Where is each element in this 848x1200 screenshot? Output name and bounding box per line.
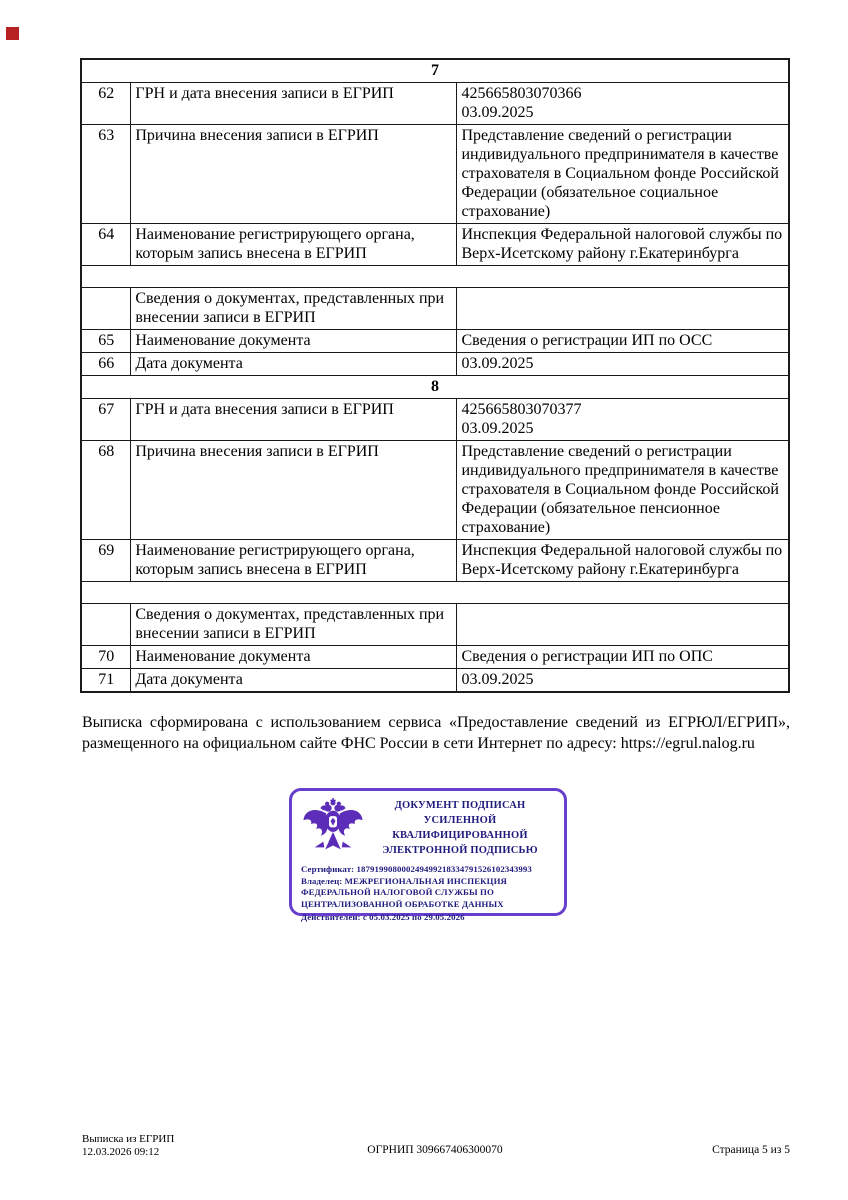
table-row <box>81 330 789 353</box>
digital-signature-stamp <box>289 788 567 922</box>
table-row <box>81 441 789 540</box>
table-row <box>81 83 789 125</box>
row-label: Наименование документа <box>131 330 457 353</box>
row-value: Инспекция Федеральной налоговой службы по Верх-Исетскому району г.Екатеринбурга <box>457 224 789 266</box>
row-number: 69 <box>81 540 131 582</box>
table-row <box>81 125 789 224</box>
documents-header-row <box>81 604 789 646</box>
section-number-row <box>81 59 789 83</box>
egrip-records-table <box>80 58 790 693</box>
table-row <box>81 646 789 669</box>
documents-header-label: Сведения о документах, представленных при внесении записи в ЕГРИП <box>131 288 457 330</box>
table-row <box>81 353 789 376</box>
row-number: 65 <box>81 330 131 353</box>
spacer-row-cell <box>81 266 789 288</box>
stamp-header <box>301 797 555 859</box>
footer-ogrnip: ОГРНИП 309667406300070 <box>367 1144 503 1156</box>
footer-doc-type: Выписка из ЕГРИП <box>82 1133 175 1145</box>
row-label: ГРН и дата внесения записи в ЕГРИП <box>131 83 457 125</box>
owner-label: Владелец: <box>301 875 343 886</box>
row-number: 70 <box>81 646 131 669</box>
row-value: Представление сведений о регистрации индивидуального предпринимателя в качестве страхователя в Социальном фонде Российской Федерации (обязательное социальное страхование) <box>457 125 789 224</box>
footer-page-info: Страница 5 из 5 <box>712 1144 790 1156</box>
row-value: Сведения о регистрации ИП по ОПС <box>457 646 789 669</box>
coat-of-arms-icon <box>301 797 365 859</box>
row-value: 425665803070377 03.09.2025 <box>457 399 789 441</box>
stamp-title-line3: ЭЛЕКТРОННОЙ ПОДПИСЬЮ <box>382 845 538 856</box>
row-number <box>81 604 131 646</box>
row-number: 71 <box>81 669 131 693</box>
documents-header-row <box>81 288 789 330</box>
row-label: Наименование документа <box>131 646 457 669</box>
section-number-row-cell: 7 <box>81 59 789 83</box>
spacer-row <box>81 582 789 604</box>
table-row <box>81 540 789 582</box>
row-value: 03.09.2025 <box>457 669 789 693</box>
spacer-row-cell <box>81 582 789 604</box>
row-label: Причина внесения записи в ЕГРИП <box>131 441 457 540</box>
row-label: ГРН и дата внесения записи в ЕГРИП <box>131 399 457 441</box>
row-value: Сведения о регистрации ИП по ОСС <box>457 330 789 353</box>
certificate-line <box>301 864 555 876</box>
row-label: Дата документа <box>131 353 457 376</box>
row-number: 68 <box>81 441 131 540</box>
row-label: Причина внесения записи в ЕГРИП <box>131 125 457 224</box>
certificate-label: Сертификат: <box>301 864 355 874</box>
stamp-details <box>301 864 555 924</box>
table-row <box>81 669 789 693</box>
row-number: 63 <box>81 125 131 224</box>
documents-header-label: Сведения о документах, представленных при внесении записи в ЕГРИП <box>131 604 457 646</box>
section-number-row-cell: 8 <box>81 376 789 399</box>
row-value: 425665803070366 03.09.2025 <box>457 83 789 125</box>
section-number-row <box>81 376 789 399</box>
red-marker <box>6 27 19 40</box>
row-value <box>457 604 789 646</box>
spacer-row <box>81 266 789 288</box>
table-row <box>81 399 789 441</box>
table-row <box>81 224 789 266</box>
row-value: 03.09.2025 <box>457 353 789 376</box>
certificate-number: 187919908000249499218334791526102343993 <box>356 864 532 874</box>
row-value: Инспекция Федеральной налоговой службы по Верх-Исетскому району г.Екатеринбурга <box>457 540 789 582</box>
egrip-table-body <box>81 59 789 692</box>
stamp-title-line2: УСИЛЕННОЙ КВАЛИФИЦИРОВАННОЙ <box>392 815 528 841</box>
row-number <box>81 288 131 330</box>
stamp-title-line1: ДОКУМЕНТ ПОДПИСАН <box>394 800 526 811</box>
row-value <box>457 288 789 330</box>
footer-generated-at: 12.03.2026 09:12 <box>82 1146 160 1158</box>
row-number: 64 <box>81 224 131 266</box>
row-number: 66 <box>81 353 131 376</box>
row-label: Дата документа <box>131 669 457 693</box>
extract-service-note: Выписка сформирована с использованием сервиса «Предоставление сведений из ЕГРЮЛ/ЕГРИП», размещенного на официальном сайте ФНС России в сети Интернет по адресу: https://egrul.nalog.ru <box>82 714 790 752</box>
row-number: 67 <box>81 399 131 441</box>
row-number: 62 <box>81 83 131 125</box>
validity-line: Действителен: с 05.03.2025 по 29.05.2026 <box>301 912 465 922</box>
row-label: Наименование регистрирующего органа, которым запись внесена в ЕГРИП <box>131 540 457 582</box>
row-label: Наименование регистрирующего органа, которым запись внесена в ЕГРИП <box>131 224 457 266</box>
row-value: Представление сведений о регистрации индивидуального предпринимателя в качестве страхователя в Социальном фонде Российской Федерации (обязательное пенсионное страхование) <box>457 441 789 540</box>
owner-line <box>301 876 555 911</box>
stamp-title <box>365 798 555 858</box>
owner-name: МЕЖРЕГИОНАЛЬНАЯ ИНСПЕКЦИЯ ФЕДЕРАЛЬНОЙ НАЛОГОВОЙ СЛУЖБЫ ПО ЦЕНТРАЛИЗОВАННОЙ ОБРАБОТКЕ ДАННЫХ <box>301 875 507 909</box>
